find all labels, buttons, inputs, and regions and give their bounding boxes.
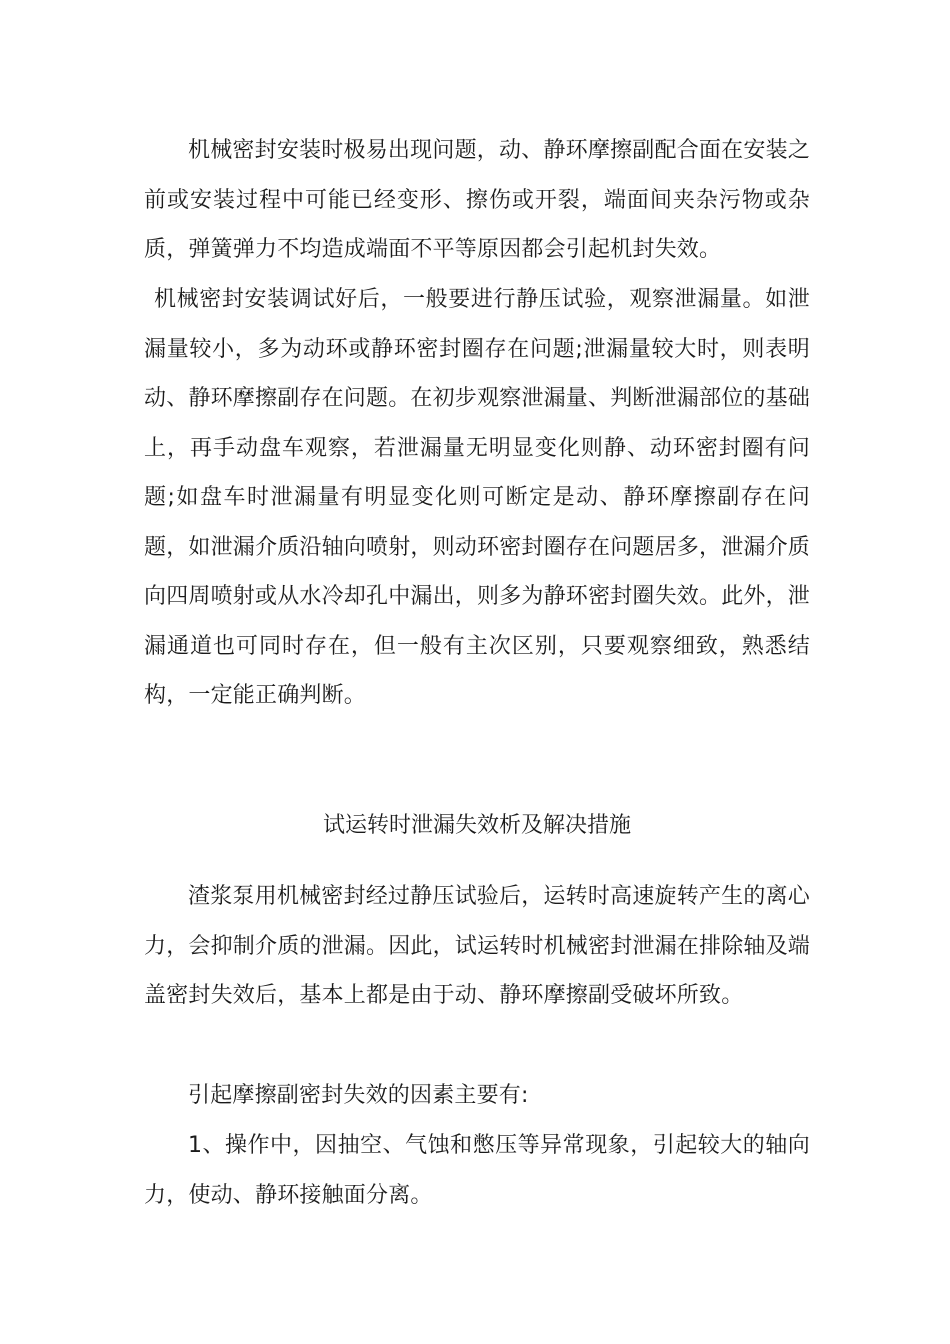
paragraph-static-pressure-test: 机械密封安装调试好后，一般要进行静压试验，观察泄漏量。如泄漏量较小，多为动环或静环密封圈存在问题;泄漏量较大时，则表明动、静环摩擦副存在问题。在初步观察泄漏量、判断泄漏部位的基础上，再手动盘车观察，若泄漏量无明显变化则静、动环密封圈有问题;如盘车时泄漏量有明显变化则可断定是动、静环摩擦副存在问题，如泄漏介质沿轴向喷射，则动环密封圈存在问题居多，泄漏介质向四周喷射或从水冷却孔中漏出，则多为静环密封圈失效。此外，泄漏通道也可同时存在，但一般有主次区别，只要观察细致，熟悉结构，一定能正确判断。 xyxy=(144,287,811,708)
paragraph-failure-factors-intro: 引起摩擦副密封失效的因素主要有: xyxy=(188,1083,529,1108)
list-item-factor-1: 1、操作中，因抽空、气蚀和憋压等异常现象，引起较大的轴向力，使动、静环接触面分离。 xyxy=(144,1133,810,1208)
paragraph-installation-issues: 机械密封安装时极易出现问题，动、静环摩擦副配合面在安装之前或安装过程中可能已经变形、擦伤或开裂，端面间夹杂污物或杂质，弹簧弹力不均造成端面不平等原因都会引起机封失效。 xyxy=(144,138,810,262)
section-heading: 试运转时泄漏失效析及解决措施 xyxy=(322,813,631,838)
paragraph-trial-run: 渣浆泵用机械密封经过静压试验后，运转时高速旋转产生的离心力，会抑制介质的泄漏。因此，试运转时机械密封泄漏在排除轴及端盖密封失效后，基本上都是由于动、静环摩擦副受破坏所致。 xyxy=(144,884,811,1008)
